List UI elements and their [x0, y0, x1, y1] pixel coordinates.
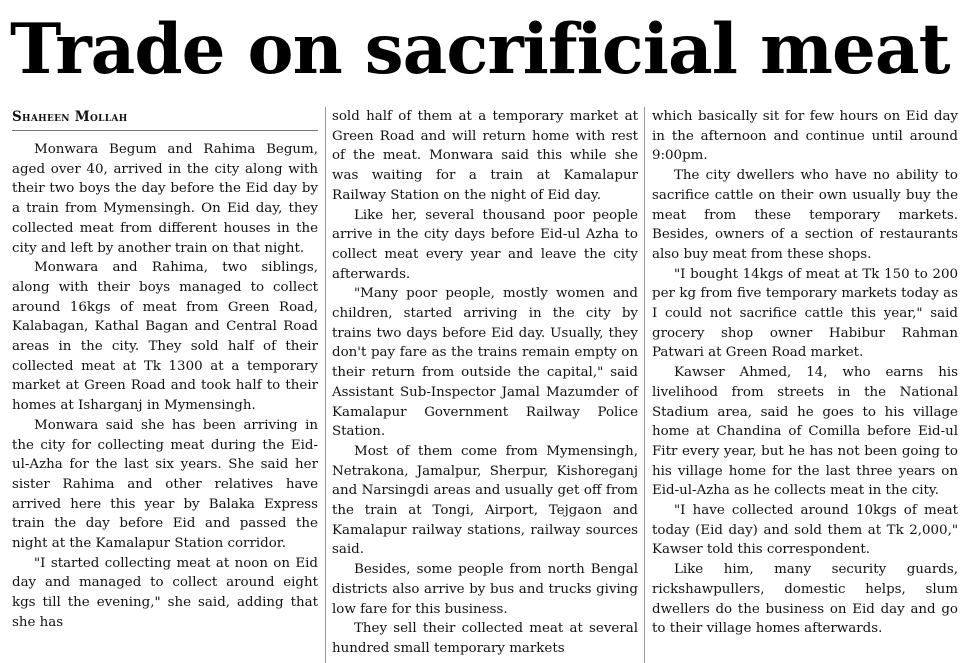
- paragraph: "I have collected around 10kgs of meat today (Eid day) and sold them at Tk 2,000," Kawser told this correspondent.: [652, 503, 958, 558]
- column-divider: [644, 107, 645, 663]
- byline: Shaheen Mollah: [12, 109, 128, 125]
- paragraph: Monwara said she has been arriving in the city for collecting meat during the Eid-ul-Azha for the last six years. She said her sister Rahima and other relatives have arrived here this year by Balaka Express train the day before Eid and passed the night at the Kamalapur Station corridor.: [12, 417, 318, 552]
- paragraph: Like him, many security guards, rickshawpullers, domestic helps, slum dwellers do the business on Eid day and go to their village homes afterwards.: [652, 562, 958, 637]
- paragraph: Besides, some people from north Bengal districts also arrive by bus and trucks giving low fare for this business.: [332, 562, 638, 617]
- headline: Trade on sacrificial meat: [10, 9, 950, 90]
- article-column-2: [332, 107, 638, 659]
- column-divider: [325, 107, 326, 663]
- paragraph: which basically sit for few hours on Eid day in the afternoon and continue until around 9:00pm.: [652, 109, 958, 164]
- paragraph: sold half of them at a temporary market at Green Road and will return home with rest of the meat. Monwara said this while she was waiting for a train at Kamalapur Railway Station on the night of Eid day.: [332, 109, 638, 203]
- paragraph: Monwara and Rahima, two siblings, along with their boys managed to collect around 16kgs of meat from Green Road, Kalabagan, Kathal Bagan and Central Road areas in the city. They sold half of their collected meat at Tk 1300 at a temporary market at Green Road and took half to their homes at Isharganj in Mymensingh.: [12, 260, 318, 414]
- paragraph: Monwara Begum and Rahima Begum, aged over 40, arrived in the city along with their two boys the day before the Eid day by a train from Mymensingh. On Eid day, they collected meat from different houses in the city and left by another train on that night.: [12, 142, 318, 256]
- paragraph: "I started collecting meat at noon on Eid day and managed to collect around eight kgs till the evening," she said, adding that she has: [12, 555, 318, 630]
- paragraph: Kawser Ahmed, 14, who earns his livelihood from streets in the National Stadium area, said he goes to his village home at Chandina of Comilla before Eid-ul Fitr every year, but he has not been going to his village home for the last three years on Eid-ul-Azha as he collects meat in the city.: [652, 365, 958, 499]
- paragraph: The city dwellers who have no ability to sacrifice cattle on their own usually buy the meat from these temporary markets. Besides, owners of a section of restaurants also buy meat from these shops.: [652, 168, 958, 262]
- paragraph: "Many poor people, mostly women and children, started arriving in the city by trains two days before Eid day. Usually, they don't pay fare as the trains remain empty on their return from outside the capital," said Assistant Sub-Inspector Jamal Mazumder of Kamalapur Government Railway Police Station.: [332, 286, 638, 440]
- paragraph: "I bought 14kgs of meat at Tk 150 to 200 per kg from five temporary markets today as I could not sacrifice cattle this year," said grocery shop owner Habibur Rahman Patwari at Green Road market.: [652, 266, 958, 361]
- byline-divider: [12, 130, 318, 131]
- paragraph: Most of them come from Mymensingh, Netrakona, Jamalpur, Sherpur, Kishoreganj and Narsingdi areas and usually get off from the train at Tongi, Airport, Tejgaon and Kamalapur railway stations, railway sources said.: [332, 443, 638, 558]
- article-column-1: [12, 107, 318, 633]
- paragraph: They sell their collected meat at several hundred small temporary markets: [332, 621, 638, 656]
- article-column-3: [652, 107, 958, 639]
- paragraph: Like her, several thousand poor people arrive in the city days before Eid-ul Azha to collect meat every year and leave the city afterwards.: [332, 207, 638, 282]
